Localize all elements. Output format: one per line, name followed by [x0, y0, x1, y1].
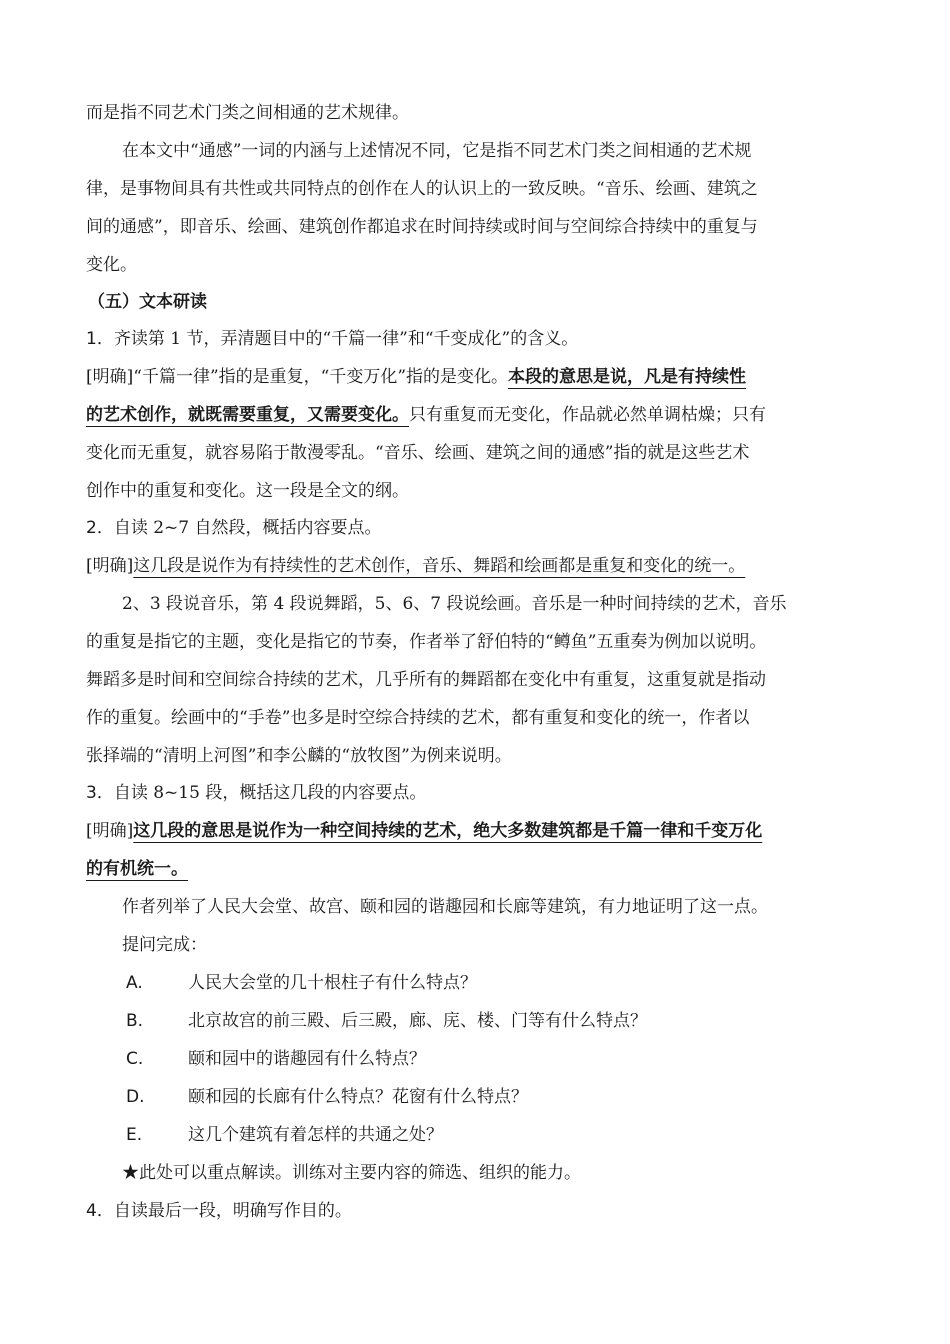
answer-2: [86, 547, 866, 775]
answer-text: 作的重复。绘画中的“手卷”也多是时空综合持续的艺术，都有重复和变化的统一，作者以: [86, 708, 750, 728]
question-text: 自读 8~15 段，概括这几段的内容要点。: [113, 783, 427, 803]
answer-text: 创作中的重复和变化。这一段是全文的纲。: [86, 481, 409, 501]
option-item: [86, 1078, 866, 1116]
question-number: 2．: [86, 518, 114, 538]
question-4: [86, 1192, 866, 1230]
answer-text: 2、3 段说音乐，第 4 段说舞蹈，5、6、7 段说绘画。音乐是一种时间持续的艺术，音乐: [122, 594, 787, 614]
question-2: [86, 510, 866, 547]
answer-text: 舞蹈多是时间和空间综合持续的艺术，几乎所有的舞蹈都在变化中有重复，这重复就是指动: [86, 670, 766, 690]
question-1: [86, 321, 866, 358]
answer-key-point: 这几段的意思是说作为一种空间持续的艺术，绝大多数建筑都是千篇一律和千变万化: [133, 821, 763, 841]
question-number: 4．: [86, 1201, 114, 1221]
option-label: C.: [126, 1049, 144, 1069]
answer-key-point: 的有机统一。: [86, 859, 188, 879]
paragraph-line: 间的通感”，即音乐、绘画、建筑创作都追求在时间持续或时间与空间综合持续中的重复与: [86, 217, 758, 237]
question-text: 自读最后一段，明确写作目的。: [113, 1201, 352, 1221]
answer-text: 变化而无重复，就容易陷于散漫零乱。“音乐、绘画、建筑之间的通感”指的就是这些艺术: [86, 443, 750, 463]
option-text: 颐和园的长廊有什么特点？花窗有什么特点？: [188, 1087, 528, 1107]
option-text: 北京故宫的前三殿、后三殿，廊、庑、楼、门等有什么特点？: [188, 1011, 647, 1031]
option-list: [86, 964, 866, 1154]
answer-tag: [明确]: [86, 556, 134, 576]
option-item: [86, 1040, 866, 1078]
option-text: 颐和园中的谐趣园有什么特点？: [188, 1049, 426, 1069]
option-text: 这几个建筑有着怎样的共通之处？: [188, 1125, 443, 1145]
paragraph-line: 变化。: [86, 255, 137, 275]
prompt-text: 提问完成：: [122, 935, 207, 955]
question-3: [86, 775, 866, 812]
question-number: 1．: [86, 329, 114, 349]
answer-key-point: 本段的意思是说，凡是有持续性: [508, 367, 747, 387]
answer-3: [86, 812, 866, 964]
option-item: [86, 1116, 866, 1154]
note-text: ★此处可以重点解读。训练对主要内容的筛选、组织的能力。: [122, 1163, 581, 1183]
answer-1: [86, 358, 866, 510]
answer-text: 只有重复而无变化，作品就必然单调枯燥；只有: [409, 405, 766, 425]
question-text: 自读 2~7 自然段，概括内容要点。: [113, 518, 382, 538]
answer-text: 的重复是指它的主题，变化是指它的节奏，作者举了舒伯特的“鳟鱼”五重奏为例加以说明。: [86, 632, 767, 652]
answer-key-point: 的艺术创作，就既需要重复，又需要变化。: [86, 405, 409, 425]
answer-key-point: 这几段是说作为有持续性的艺术创作，音乐、舞蹈和绘画都是重复和变化的统一。: [133, 556, 746, 576]
question-number: 3．: [86, 783, 114, 803]
option-label: E.: [126, 1125, 143, 1145]
answer-tag: [明确]: [86, 367, 134, 387]
answer-text: 作者列举了人民大会堂、故宫、颐和园的谐趣园和长廊等建筑，有力地证明了这一点。: [122, 897, 768, 917]
option-text: 人民大会堂的几十根柱子有什么特点？: [188, 973, 477, 993]
section-title: （五）文本研读: [88, 292, 207, 312]
option-label: D.: [126, 1087, 145, 1107]
question-text: 齐读第 1 节，弄清题目中的“千篇一律”和“千变成化”的含义。: [113, 329, 579, 349]
paragraph-line: 律，是事物间具有共性或共同特点的创作在人的认识上的一致反映。“音乐、绘画、建筑之: [86, 179, 758, 199]
option-item: [86, 964, 866, 1002]
paragraph-tonggan: [86, 132, 866, 284]
option-label: A.: [126, 973, 143, 993]
answer-text: “千篇一律”指的是重复，“千变万化”指的是变化。: [133, 367, 509, 387]
answer-text: 张择端的“清明上河图”和李公麟的“放牧图”为例来说明。: [86, 746, 512, 766]
paragraph-line: 在本文中“通感”一词的内涵与上述情况不同，它是指不同艺术门类之间相通的艺术规: [122, 141, 752, 161]
option-label: B.: [126, 1011, 144, 1031]
answer-tag: [明确]: [86, 821, 134, 841]
document-page: [86, 94, 866, 1230]
option-item: [86, 1002, 866, 1040]
paragraph-intro-end: 而是指不同艺术门类之间相通的艺术规律。: [86, 103, 409, 123]
